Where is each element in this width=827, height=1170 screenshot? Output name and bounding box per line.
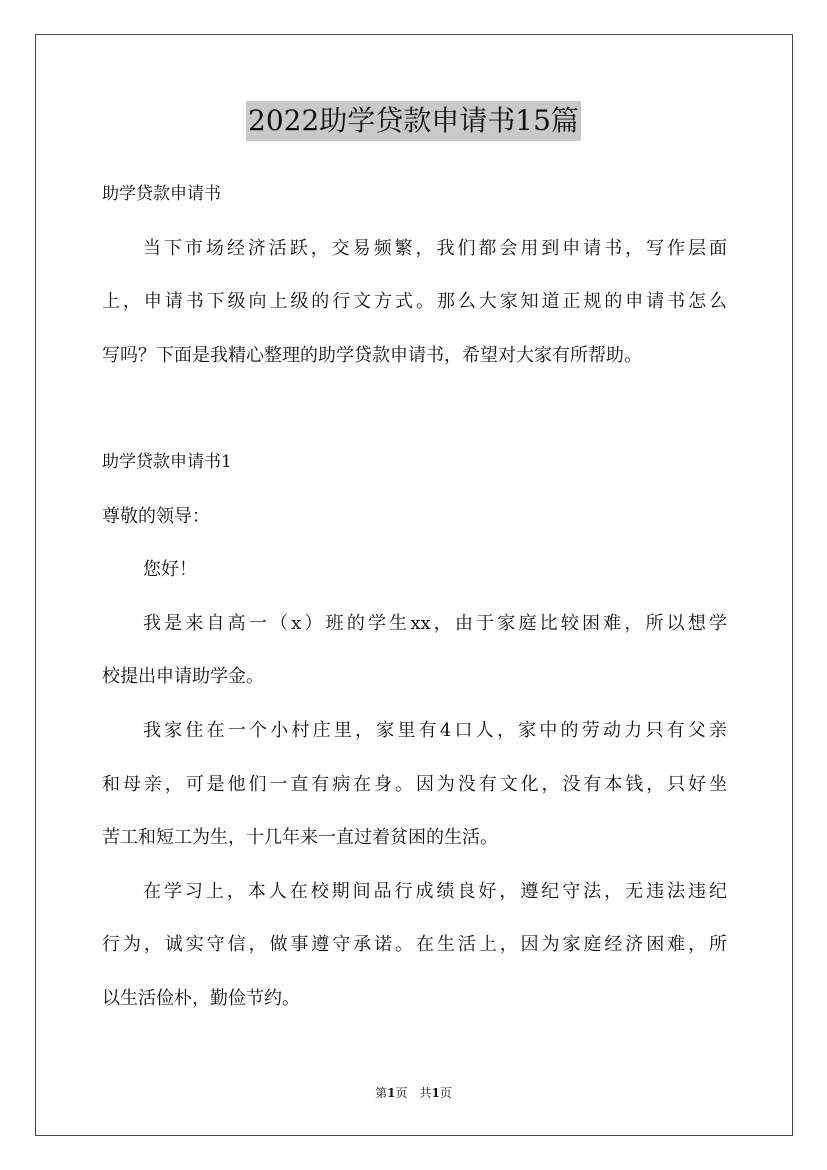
paragraph-line: 我是来自高一（x）班的学生xx，由于家庭比较困难，所以想学 [143, 612, 727, 634]
page-number-prefix: 第 [375, 1086, 388, 1100]
paragraph-line: 写吗？下面是我精心整理的助学贷款申请书，希望对大家有所帮助。 [102, 344, 642, 366]
page-number-current: 1 [387, 1086, 396, 1100]
section-heading: 助学贷款申请书1 [102, 451, 232, 472]
paragraph-line: 上，申请书下级向上级的行文方式。那么大家知道正规的申请书怎么 [102, 291, 727, 313]
paragraph-line: 和母亲，可是他们一直有病在身。因为没有文化，没有本钱，只好坐 [102, 773, 727, 795]
paragraph-line: 校提出申请助学金。 [102, 666, 264, 688]
document-title [0, 101, 827, 141]
paragraph-line: 以生活俭朴，勤俭节约。 [102, 987, 300, 1009]
page-footer [0, 1084, 827, 1102]
document-title-text: 2022助学贷款申请书15篇 [246, 101, 581, 141]
paragraph-line: 在学习上，本人在校期间品行成绩良好，遵纪守法，无违法违纪 [143, 880, 727, 902]
blank-line [102, 382, 727, 436]
intro-paragraph [102, 222, 727, 383]
paragraph-family [102, 597, 727, 704]
paragraph-line: 行为，诚实守信，做事遵守承诺。在生活上，因为家庭经济困难，所 [102, 934, 727, 956]
document-body [102, 168, 727, 1026]
salutation: 尊敬的领导： [102, 505, 210, 527]
greeting: 您好！ [143, 559, 197, 581]
intro-heading: 助学贷款申请书 [102, 184, 221, 204]
paragraph-line: 苦工和短工为生，十几年来一直过着贫困的生活。 [102, 827, 498, 849]
paragraph-study [102, 865, 727, 1026]
page-number-total: 1 [431, 1086, 440, 1100]
page-number-mid: 页 共 [395, 1086, 432, 1100]
paragraph-line: 我家住在一个小村庄里，家里有4口人，家中的劳动力只有父亲 [143, 719, 727, 741]
page-number-suffix: 页 [439, 1086, 452, 1100]
greeting-paragraph [102, 543, 727, 597]
paragraph-line: 当下市场经济活跃，交易频繁，我们都会用到申请书，写作层面 [143, 237, 727, 259]
paragraph-household [102, 704, 727, 865]
